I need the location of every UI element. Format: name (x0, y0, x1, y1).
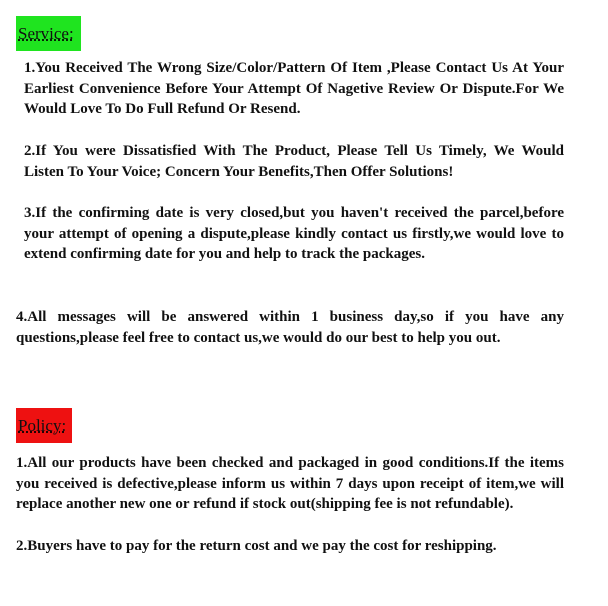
policy-heading: Policy: (16, 408, 72, 443)
service-heading: Service: (16, 16, 81, 51)
policy-item-2: 2.Buyers have to pay for the return cost and we pay the cost for reshipping. (16, 538, 497, 554)
service-item-4: 4.All messages will be answered within 1 business day,so if you have any questions,please feel free to contact us,we would do our best to help you out. (16, 309, 564, 346)
service-item-1: 1.You Received The Wrong Size/Color/Pattern Of Item ,Please Contact Us At Your Earliest Convenience Before Your Attempt Of Nagetive Review Or Dispute.For We Would Love To Do Full Refund Or Resend. (24, 60, 564, 117)
policy-item-1: 1.All our products have been checked and packaged in good conditions.If the items you received is defective,please inform us within 7 days upon receipt of item,we will replace another new one or refund if stock out(shipping fee is not refundable). (16, 455, 564, 512)
service-item-2: 2.If You were Dissatisfied With The Product, Please Tell Us Timely, We Would Listen To Your Voice; Concern Your Benefits,Then Offer Solutions! (24, 143, 564, 180)
service-item-3: 3.If the confirming date is very closed,but you haven't received the parcel,before your attempt of opening a dispute,please kindly contact us firstly,we would love to extend confirming date for you and help to track the packages. (24, 205, 564, 262)
